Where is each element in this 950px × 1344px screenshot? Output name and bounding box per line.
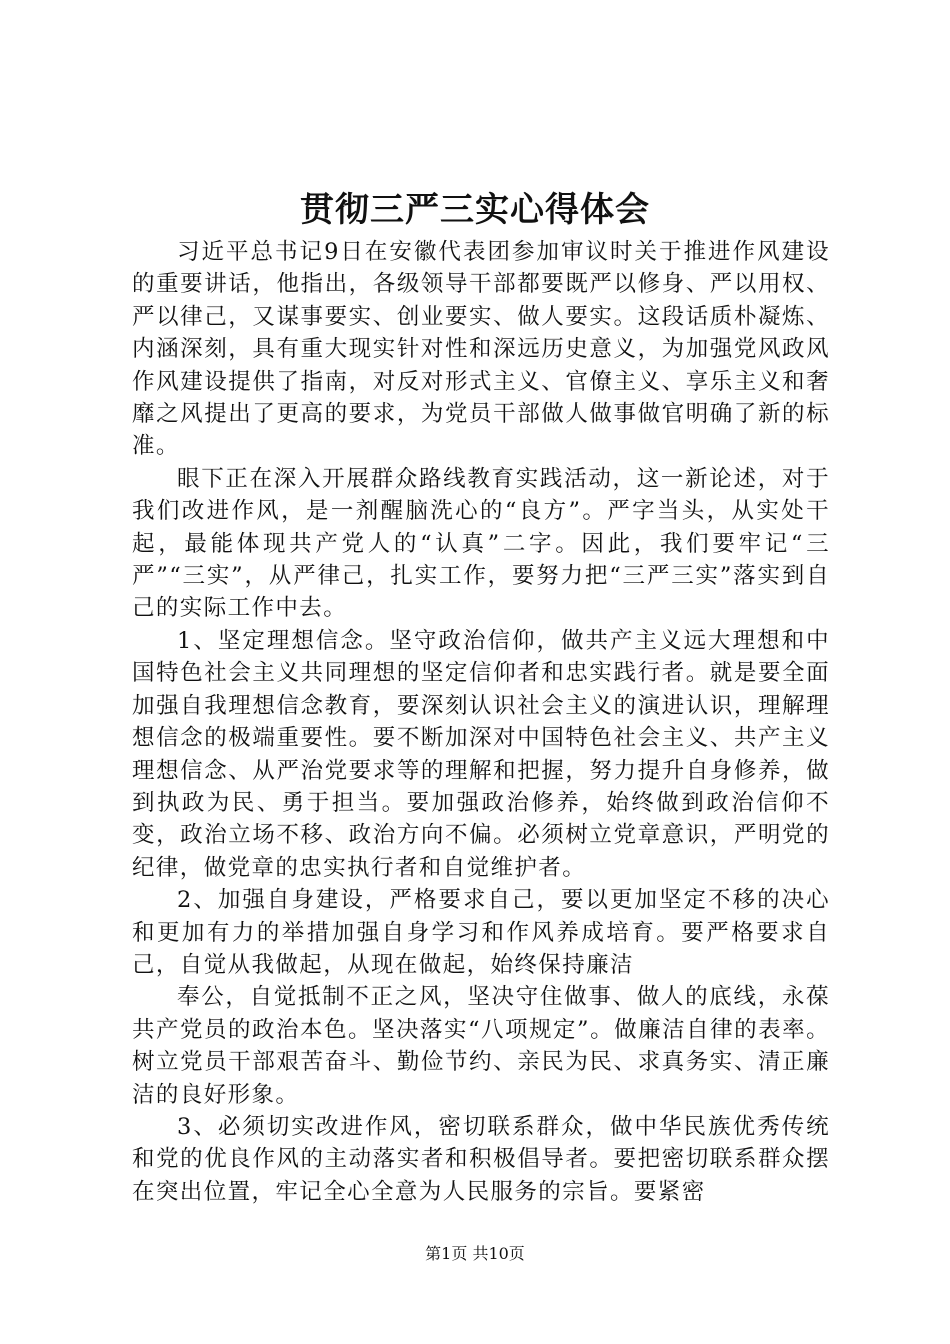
paragraph-intro: 习近平总书记9日在安徽代表团参加审议时关于推进作风建设的重要讲话，他指出，各级领导干部都要既严以修身、严以用权、严以律己，又谋事要实、创业要实、做人要实。这段话质朴凝炼、内涵深刻，具有重大现实针对性和深远历史意义，为加强党风政风作风建设提供了指南，对反对形式主义、官僚主义、享乐主义和奢靡之风提出了更高的要求，为党员干部做人做事做官明确了新的标准。 [132,239,830,460]
document-title: 贯彻三严三实心得体会 [300,190,650,230]
paragraph-point-3: 3、必须切实改进作风，密切联系群众，做中华民族优秀传统和党的优良作风的主动落实者和积极倡导者。要把密切联系群众摆在突出位置，牢记全心全意为人民服务的宗旨。要紧密 [132,1113,830,1205]
paragraph-point-1: 1、坚定理想信念。坚守政治信仰，做共产主义远大理想和中国特色社会主义共同理想的坚定信仰者和忠实践行者。就是要全面加强自我理想信念教育，要深刻认识社会主义的演进认识，理解理想信念的极端重要性。要不断加深对中国特色社会主义、共产主义理想信念、从严治党要求等的理解和把握，努力提升自身修养，做到执政为民、勇于担当。要加强政治修养，始终做到政治信仰不变，政治立场不移、政治方向不偏。必须树立党章意识，严明党的纪律，做党章的忠实执行者和自觉维护者。 [132,627,830,881]
paragraph-context: 眼下正在深入开展群众路线教育实践活动，这一新论述，对于我们改进作风，是一剂醒脑洗心的“良方”。严字当头，从实处干起，最能体现共产党人的“认真”二字。因此，我们要牢记“三严”“三实”，从严律己，扎实工作，要努力把“三严三实”落实到自己的实际工作中去。 [132,465,830,622]
document-body [132,236,830,1208]
page-footer: 第1页 共10页 [425,1244,525,1263]
paragraph-point-2-continued: 奉公，自觉抵制不正之风，坚决守住做事、做人的底线，永葆共产党员的政治本色。坚决落实“八项规定”。做廉洁自律的表率。树立党员干部艰苦奋斗、勤俭节约、亲民为民、求真务实、清正廉洁的良好形象。 [132,984,830,1108]
paragraph-point-2: 2、加强自身建设，严格要求自己，要以更加坚定不移的决心和更加有力的举措加强自身学习和作风养成培育。要严格要求自己，自觉从我做起，从现在做起，始终保持廉洁 [132,887,830,978]
